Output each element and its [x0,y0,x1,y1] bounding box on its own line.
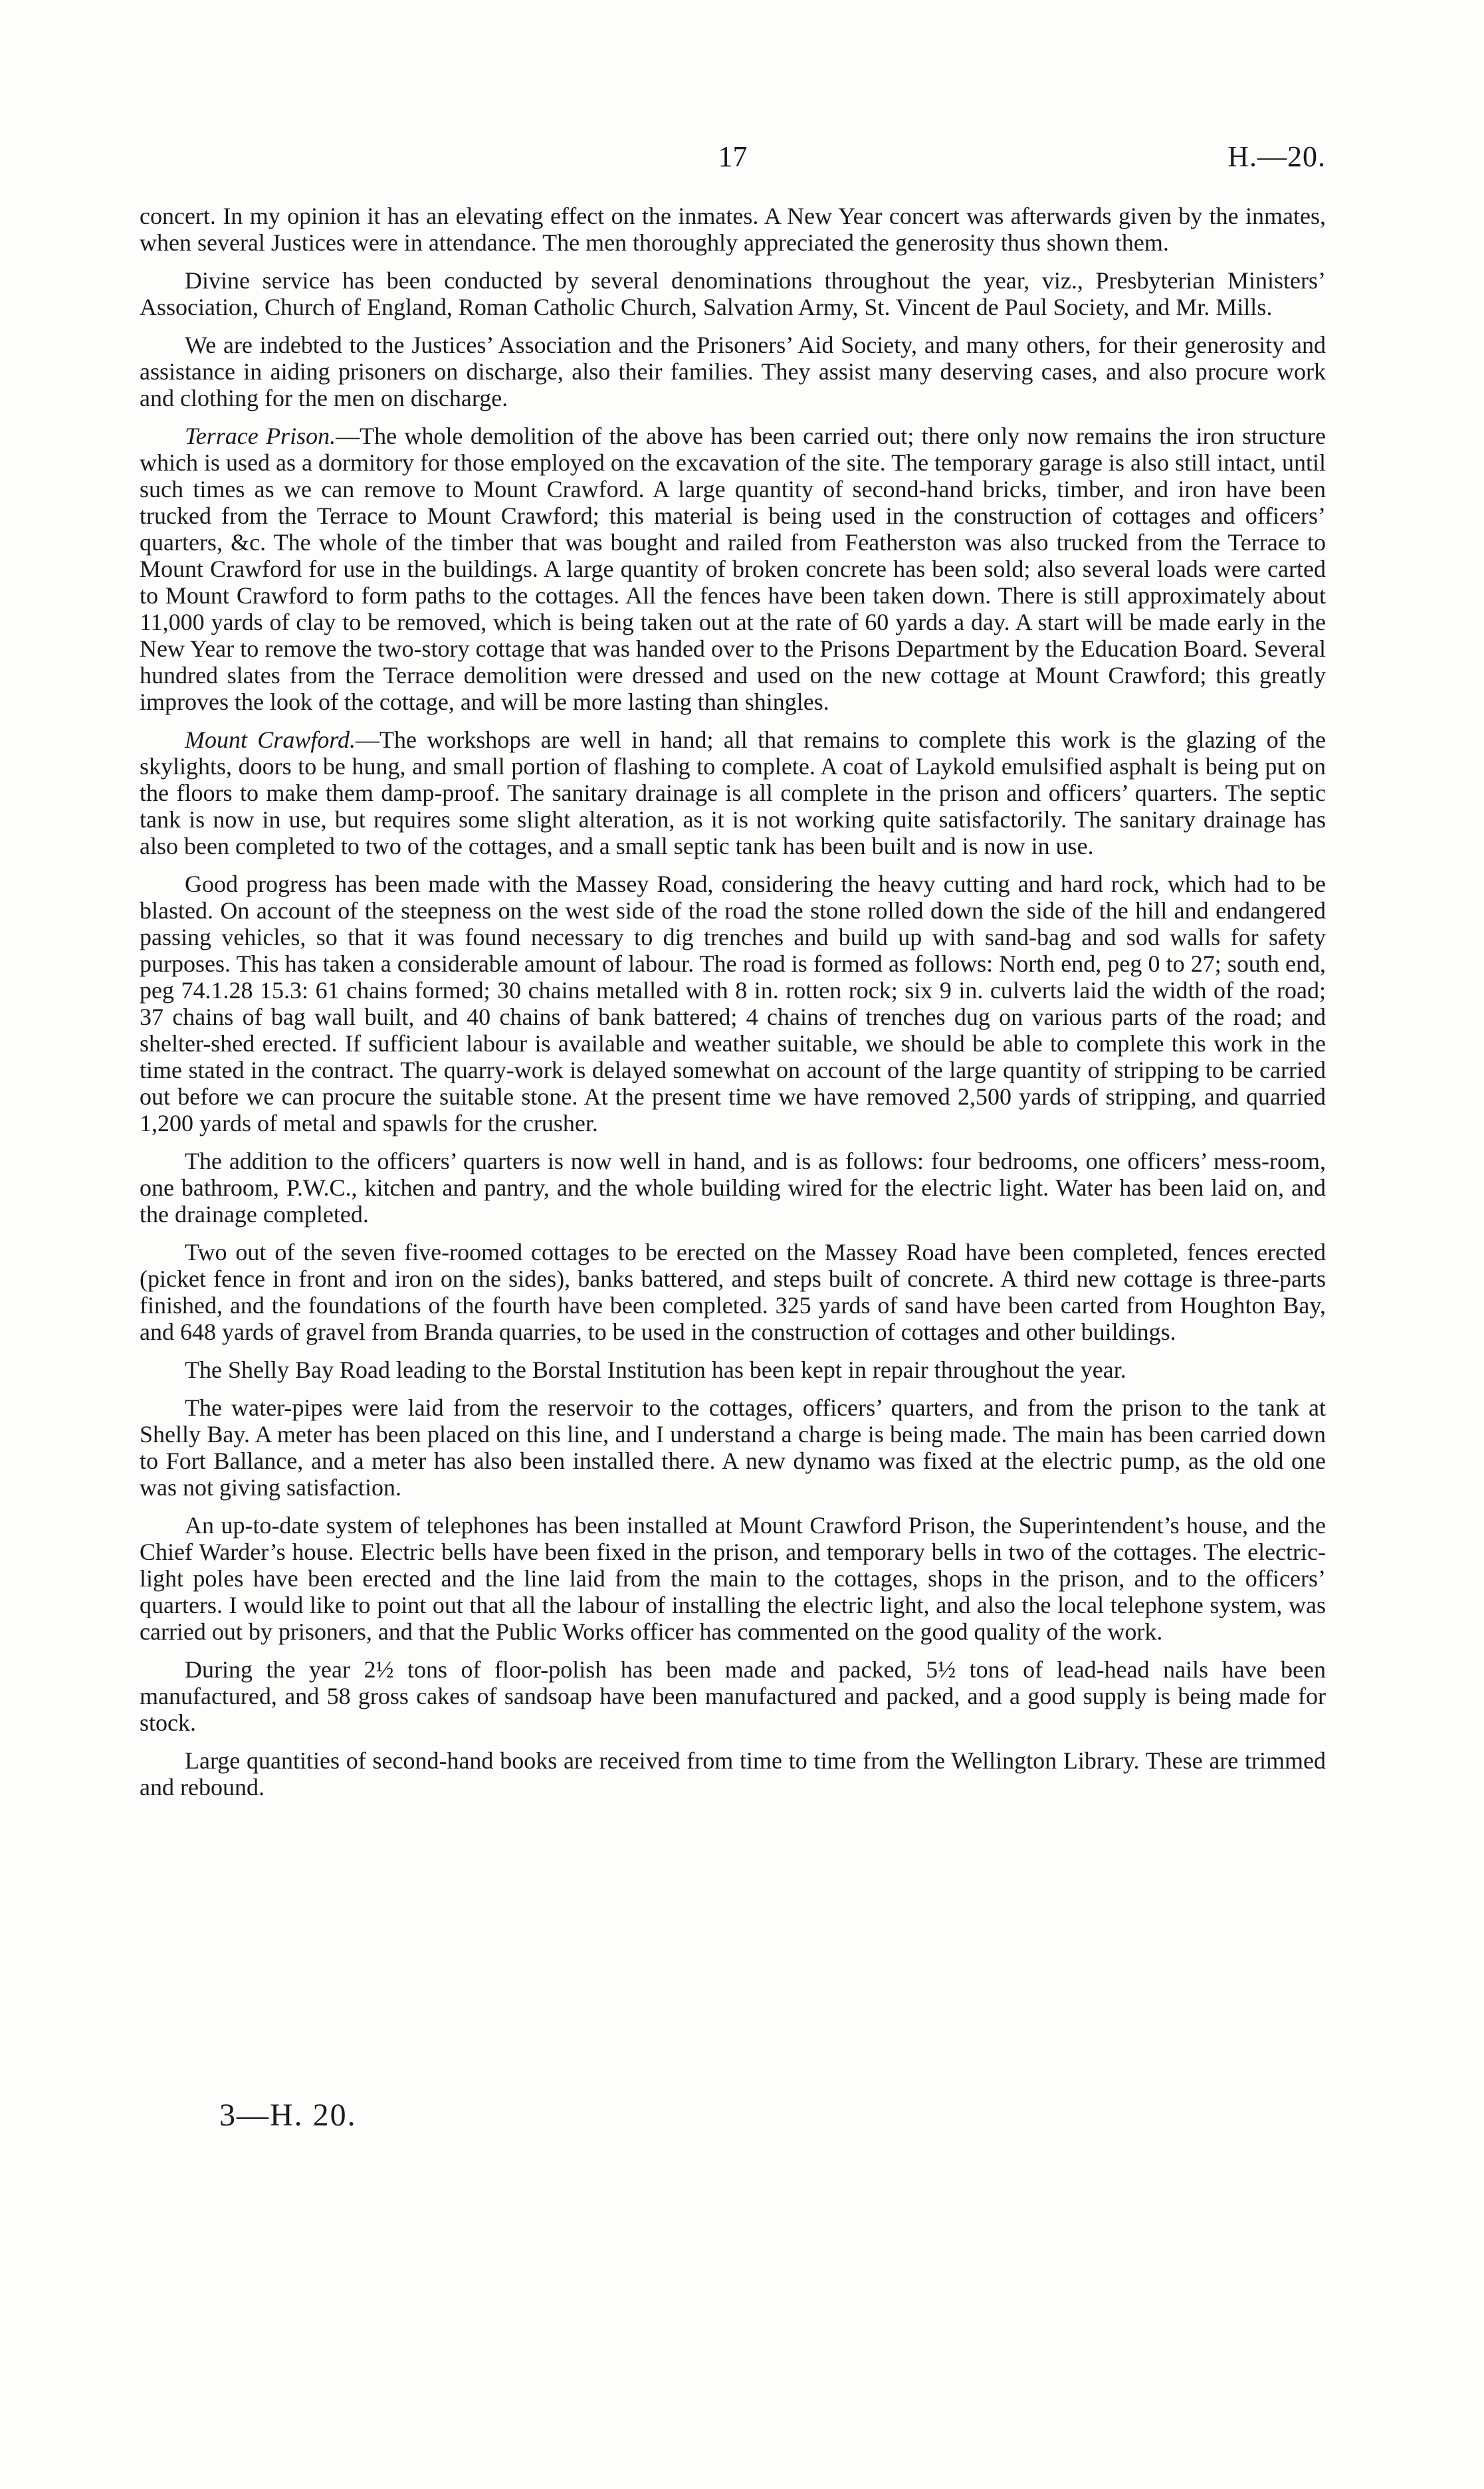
paragraph-books [140,1747,1326,1800]
paragraph-telephones [140,1512,1326,1645]
page-number: 17 [718,140,748,173]
paragraph-officers-quarters [140,1148,1326,1228]
paragraph-text: The Shelly Bay Road leading to the Borstal Institution has been kept in repair throughout the year. [185,1356,1126,1383]
paragraph-massey-road [140,871,1326,1136]
paragraph-justices-association [140,332,1326,411]
paragraph-floor-polish [140,1656,1326,1736]
paragraph-text: Divine service has been conducted by several denominations throughout the year, viz., Presbyterian Ministers’ Association, Church of England, Roman Catholic Church, Salvation Army, St. Vincent de Paul Society, and Mr. Mills. [140,267,1326,320]
paragraph-text: —The whole demolition of the above has been carried out; there only now remains the iron structure which is used as a dormitory for those employed on the excavation of the site. The temporary garage is also still intact, until such times as we can remove to Mount Crawford. A large quantity of second-hand bricks, timber, and iron have been trucked from the Terrace to Mount Crawford; this material is being used in the construction of cottages and officers’ quarters, &c. The whole of the timber that was bought and railed from Featherston was also trucked from the Terrace to Mount Crawford for use in the buildings. A large quantity of broken concrete has been sold; also several loads were carted to Mount Crawford to form paths to the cottages. All the fences have been taken down. There is still approximately about 11,000 yards of clay to be removed, which is being taken out at the rate of 60 yards a day. A start will be made early in the New Year to remove the two-story cottage that was handed over to the Prisons Department by the Education Board. Several hundred slates from the Terrace demolition were dressed and used on the new cottage at Mount Crawford; this greatly improves the look of the cottage, and will be more lasting than shingles. [140,423,1326,715]
paragraph-text: Large quantities of second-hand books are received from time to time from the Wellington Library. These are trimmed and rebound. [140,1747,1326,1800]
paragraph-text: concert. In my opinion it has an elevating effect on the inmates. A New Year concert was afterwards given by the inmates, when several Justices were in attendance. The men thoroughly appreciated the generosity thus shown them. [140,203,1326,256]
paragraph-text: The addition to the officers’ quarters is now well in hand, and is as follows: four bedrooms, one officers’ mess-room, one bathroom, P.W.C., kitchen and pantry, and the whole building wired for the electric light. Water has been laid on, and the drainage completed. [140,1148,1326,1228]
body-text [140,203,1326,1812]
paragraph-text: The water-pipes were laid from the reservoir to the cottages, officers’ quarters, and from the prison to the tank at Shelly Bay. A meter has been placed on this line, and I understand a charge is being made. The main has been carried down to Fort Ballance, and a meter has also been installed there. A new dynamo was fixed at the electric pump, as the old one was not giving satisfaction. [140,1394,1326,1501]
paragraph-concert [140,203,1326,256]
section-lead-mount-crawford: Mount Crawford. [185,726,356,753]
paragraph-text: —The workshops are well in hand; all that remains to complete this work is the glazing of the skylights, doors to be hung, and small portion of flashing to complete. A coat of Laykold emulsified asphalt is being put on the floors to make them damp-proof. The sanitary drainage is all complete in the prison and officers’ quarters. The septic tank is now in use, but requires some slight alteration, as it is not working quite satisfactorily. The sanitary drainage has also been completed to two of the cottages, and a small septic tank has been built and is now in use. [140,726,1326,859]
paragraph-shelly-bay-road [140,1356,1326,1383]
paragraph-text: An up-to-date system of telephones has been installed at Mount Crawford Prison, the Superintendent’s house, and the Chief Warder’s house. Electric bells have been fixed in the prison, and temporary bells in two of the cottages. The electric-light poles have been erected and the line laid from the main to the cottages, shops in the prison, and to the officers’ quarters. I would like to point out that all the labour of installing the electric light, and also the local telephone system, was carried out by prisoners, and that the Public Works officer has commented on the good quality of the work. [140,1512,1326,1645]
paragraph-cottages [140,1239,1326,1345]
paragraph-text: Two out of the seven five-roomed cottages to be erected on the Massey Road have been completed, fences erected (picket fence in front and iron on the sides), banks battered, and steps built of concrete. A third new cottage is three-parts finished, and the foundations of the fourth have been completed. 325 yards of sand have been carted from Houghton Bay, and 648 yards of gravel from Branda quarries, to be used in the construction of cottages and other buildings. [140,1239,1326,1345]
paragraph-divine-service [140,267,1326,320]
paragraph-water-pipes [140,1394,1326,1501]
paragraph-text: We are indebted to the Justices’ Association and the Prisoners’ Aid Society, and many others, for their generosity and assistance in aiding prisoners on discharge, also their families. They assist many deserving cases, and also procure work and clothing for the men on discharge. [140,332,1326,411]
paragraph-terrace-prison [140,423,1326,715]
paragraph-mount-crawford [140,726,1326,859]
signature-reference: 3—H. 20. [219,2098,357,2133]
document-reference: H.—20. [1227,140,1326,173]
section-lead-terrace-prison: Terrace Prison. [185,423,336,449]
paragraph-text: Good progress has been made with the Massey Road, considering the heavy cutting and hard rock, which had to be blasted. On account of the steepness on the west side of the road the stone rolled down the side of the hill and endangered passing vehicles, so that it was found necessary to dig trenches and build up with sand-bag and sod walls for safety purposes. This has taken a considerable amount of labour. The road is formed as follows: North end, peg 0 to 27; south end, peg 74.1.28 15.3: 61 chains formed; 30 chains metalled with 8 in. rotten rock; six 9 in. culverts laid the width of the road; 37 chains of bag wall built, and 40 chains of bank battered; 4 chains of trenches dug on various parts of the road; and shelter-shed erected. If sufficient labour is available and weather suitable, we should be able to complete this work in the time stated in the contract. The quarry-work is delayed somewhat on account of the large quantity of stripping to be carried out before we can procure the suitable stone. At the present time we have removed 2,500 yards of stripping, and quarried 1,200 yards of metal and spawls for the crusher. [140,871,1326,1136]
page-header [140,140,1326,179]
paragraph-text: During the year 2½ tons of floor-polish has been made and packed, 5½ tons of lead-head nails have been manufactured, and 58 gross cakes of sandsoap have been manufactured and packed, and a good supply is being made for stock. [140,1656,1326,1736]
